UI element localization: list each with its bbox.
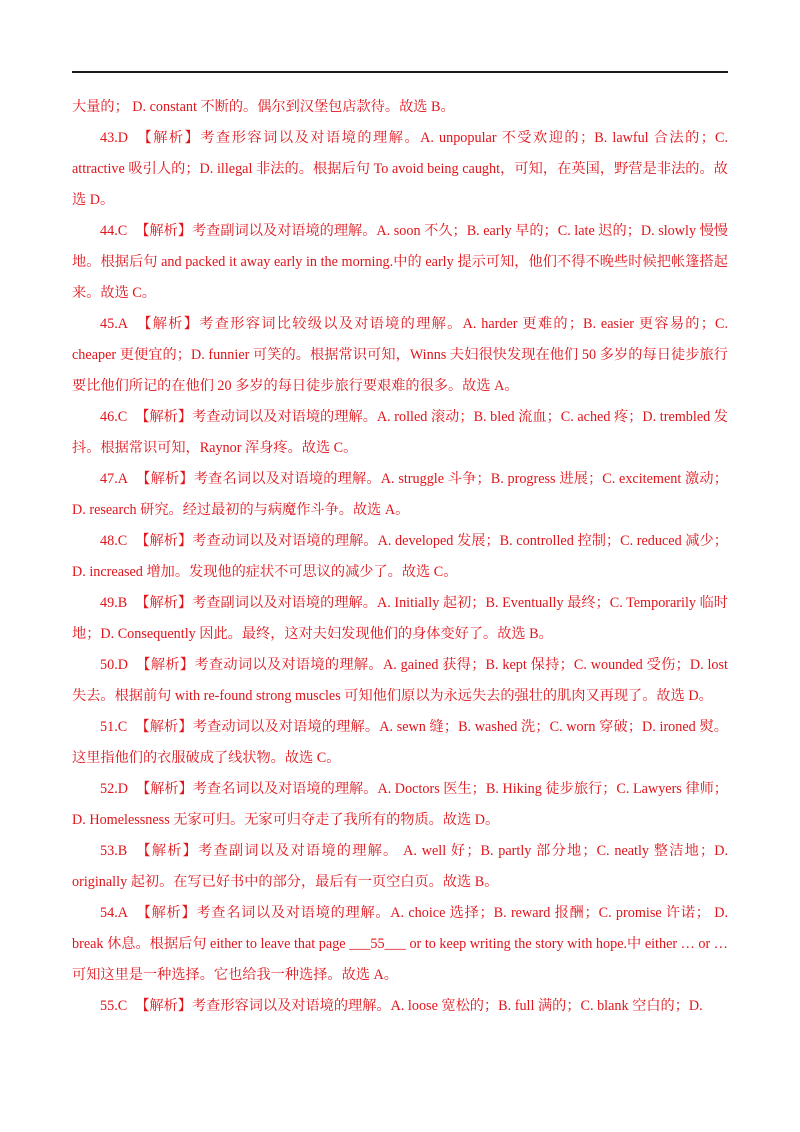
paragraph-text: 【解析】考查名词以及对语境的理解。A. struggle 斗争；B. progress 进展；C. excitement 激动；D. research 研究。经过最初的与病魔作斗争。故选 A。 <box>72 471 728 518</box>
header-rule <box>72 71 728 73</box>
paragraph-48 <box>72 526 728 588</box>
paragraph-51 <box>72 712 728 774</box>
question-number: 43.D <box>100 130 128 146</box>
answer-explanations <box>72 92 728 1022</box>
question-number: 53.B <box>100 843 128 859</box>
paragraph-text: 【解析】考查副词以及对语境的理解。A. Initially 起初；B. Eventually 最终；C. Temporarily 临时地；D. Consequently 因此。最终，这对夫妇发现他们的身体变好了。故选 B。 <box>72 595 728 642</box>
paragraph-text: 【解析】考查副词以及对语境的理解。A. soon 不久；B. early 早的；C. late 迟的；D. slowly 慢慢地。根据后句 and packed it away early in the morning.中的 early 提示可知，他们不得不晚些时候把帐篷搭起来。故选 C。 <box>72 223 728 301</box>
paragraph-45 <box>72 309 728 402</box>
paragraph-text: 【解析】考查动词以及对语境的理解。A. developed 发展；B. controlled 控制；C. reduced 减少；D. increased 增加。发现他的症状不可思议的减少了。故选 C。 <box>72 533 728 580</box>
paragraph-text: 【解析】考查名词以及对语境的理解。A. Doctors 医生；B. Hiking 徒步旅行；C. Lawyers 律师；D. Homelessness 无家可归。无家可归夺走了我所有的物质。故选 D。 <box>72 781 728 828</box>
paragraph-55 <box>72 991 728 1022</box>
paragraph-text: 【解析】考查动词以及对语境的理解。A. rolled 滚动；B. bled 流血；C. ached 疼；D. trembled 发抖。根据常识可知，Raynor 浑身疼。故选 C。 <box>72 409 728 456</box>
paragraph-49 <box>72 588 728 650</box>
paragraph-text: 【解析】考查形容词以及对语境的理解。A. unpopular 不受欢迎的；B. lawful 合法的；C. attractive 吸引人的；D. illegal 非法的。根据后句 To avoid being caught，可知，在英国，野营是非法的。故选 D。 <box>72 130 728 208</box>
paragraph-54 <box>72 898 728 991</box>
question-number: 47.A <box>100 471 128 487</box>
paragraph-text: 【解析】考查动词以及对语境的理解。A. sewn 缝；B. washed 洗；C. worn 穿破；D. ironed 熨。这里指他们的衣服破成了线状物。故选 C。 <box>72 719 728 766</box>
paragraph-text: 【解析】考查副词以及对语境的理解。 A. well 好；B. partly 部分地；C. neatly 整洁地；D. originally 起初。在写已好书中的部分，最后有一页空白页。故选 B。 <box>72 843 728 890</box>
question-number: 48.C <box>100 533 128 549</box>
paragraph-52 <box>72 774 728 836</box>
question-number: 45.A <box>100 316 128 332</box>
paragraph-46 <box>72 402 728 464</box>
question-number: 49.B <box>100 595 128 611</box>
question-number: 54.A <box>100 905 128 921</box>
question-number: 44.C <box>100 223 128 239</box>
question-number: 46.C <box>100 409 128 425</box>
question-number: 55.C <box>100 998 128 1014</box>
paragraph-text: 【解析】考查动词以及对语境的理解。A. gained 获得；B. kept 保持；C. wounded 受伤；D. lost 失去。根据前句 with re-found strong muscles 可知他们原以为永远失去的强壮的肌肉又再现了。故选 D。 <box>72 657 728 704</box>
paragraph-text: 大量的； D. constant 不断的。偶尔到汉堡包店款待。故选 B。 <box>72 99 455 115</box>
paragraph-text: 【解析】考查名词以及对语境的理解。A. choice 选择；B. reward 报酬；C. promise 许诺； D. break 休息。根据后句 either to leave that page ___55___ or to keep writing the story with hope.中 either … or …可知这里是一种选择。它也给我一种选择。故选 A。 <box>72 905 728 983</box>
paragraph-44 <box>72 216 728 309</box>
paragraph-43 <box>72 123 728 216</box>
paragraph-50 <box>72 650 728 712</box>
paragraph-text: 【解析】考查形容词比较级以及对语境的理解。A. harder 更难的；B. easier 更容易的；C. cheaper 更便宜的；D. funnier 可笑的。根据常识可知，Winns 夫妇很快发现在他们 50 多岁的每日徒步旅行要比他们所记的在他们 20 多岁的每日徒步旅行要艰难的很多。故选 A。 <box>72 316 728 394</box>
question-number: 50.D <box>100 657 128 673</box>
paragraph-47 <box>72 464 728 526</box>
paragraph-continuation <box>72 92 728 123</box>
question-number: 52.D <box>100 781 128 797</box>
question-number: 51.C <box>100 719 128 735</box>
paragraph-53 <box>72 836 728 898</box>
paragraph-text: 【解析】考查形容词以及对语境的理解。A. loose 宽松的；B. full 满的；C. blank 空白的；D. <box>135 998 703 1014</box>
